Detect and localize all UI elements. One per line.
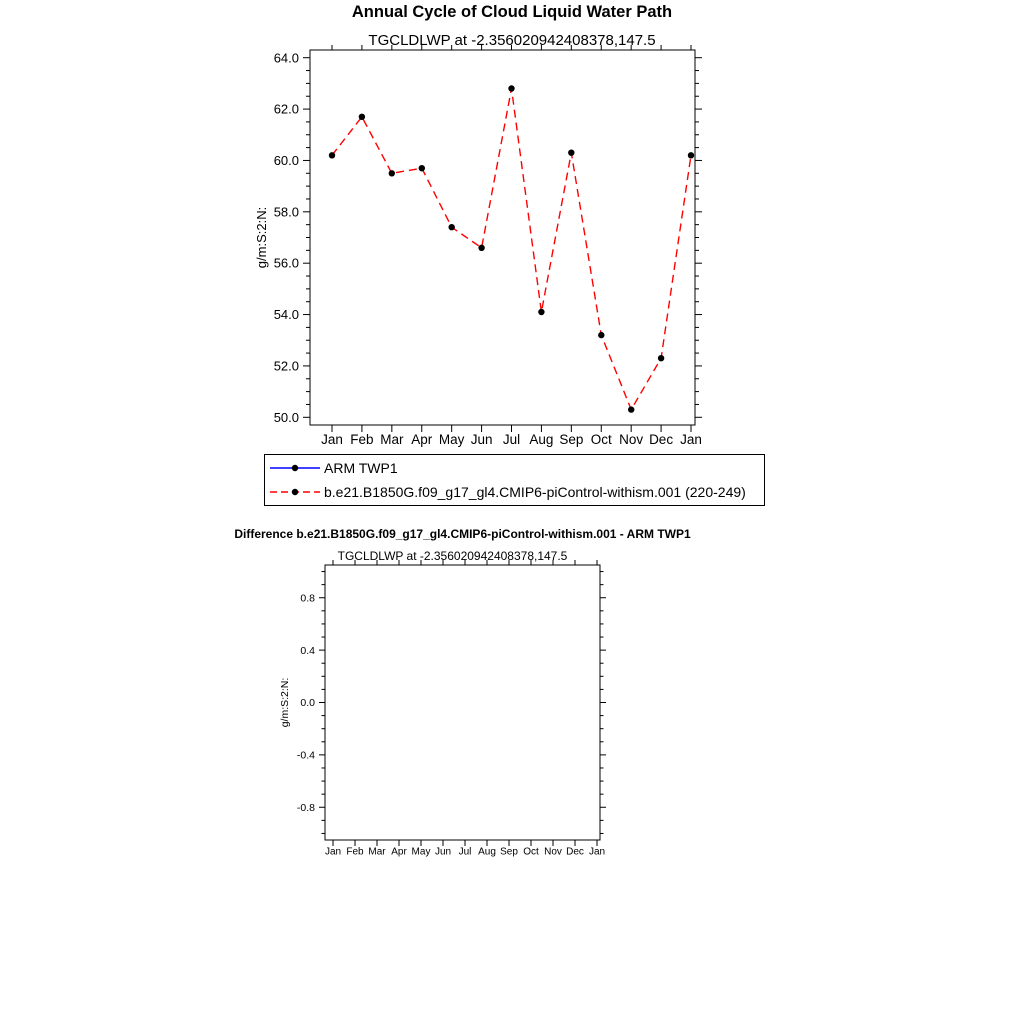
x-tick-label: Feb — [346, 846, 364, 858]
x-tick-label: Apr — [391, 846, 407, 858]
legend-box — [264, 454, 765, 506]
bottom-chart-subtitle: TGCLDLWP at -2.356020942408378,147.5 — [337, 549, 568, 563]
x-tick-label: Mar — [380, 432, 404, 447]
x-tick-label: May — [438, 432, 465, 447]
plot-box — [310, 50, 695, 425]
top-chart-title: Annual Cycle of Cloud Liquid Water Path — [351, 3, 673, 21]
x-tick-label: Jan — [324, 846, 342, 858]
legend-label-arm-twp1: ARM TWP1 — [324, 460, 398, 477]
x-tick-label: Jan — [680, 432, 702, 447]
data-point — [628, 406, 634, 412]
x-tick-label: Sep — [559, 432, 584, 447]
legend-marker-dot — [292, 489, 298, 495]
y-axis-label: g/m:S:2:N: — [279, 677, 291, 728]
y-tick-label: 60.0 — [273, 152, 299, 168]
axes — [319, 560, 606, 846]
data-point — [538, 309, 544, 315]
plot-box — [325, 565, 600, 840]
data-point — [419, 165, 425, 171]
x-tick-label: Jul — [502, 432, 521, 447]
bottom-chart-title: Difference b.e21.B1850G.f09_g17_gl4.CMIP6-piControl-withism.001 - ARM TWP1 — [234, 527, 691, 541]
x-tick-label: Aug — [529, 432, 554, 447]
y-tick-label: 62.0 — [273, 101, 299, 117]
data-point — [478, 245, 484, 251]
y-tick-label: 0.0 — [300, 697, 315, 710]
x-tick-label: Sep — [500, 846, 518, 858]
legend-entry-model-run — [268, 481, 761, 504]
data-point — [508, 85, 514, 91]
series-line — [332, 89, 691, 410]
x-tick-label: Mar — [368, 846, 386, 858]
data-point — [658, 355, 664, 361]
y-tick-label: -0.8 — [296, 801, 315, 814]
data-point — [359, 114, 365, 120]
x-tick-label: Jan — [588, 846, 606, 858]
data-point — [329, 152, 335, 158]
y-tick-label: 52.0 — [273, 358, 299, 374]
x-tick-label: Dec — [566, 846, 584, 858]
top-chart-plot — [230, 45, 790, 457]
x-tick-label: Oct — [590, 432, 612, 447]
x-tick-label: Nov — [619, 432, 644, 447]
x-tick-label: Jun — [434, 846, 452, 858]
x-tick-label: Jun — [470, 432, 493, 447]
x-tick-label: Jan — [321, 432, 343, 447]
bottom-chart-plot — [270, 560, 630, 872]
y-tick-label: 54.0 — [273, 307, 299, 323]
y-tick-label: 56.0 — [273, 255, 299, 271]
y-tick-label: -0.4 — [296, 749, 315, 762]
y-tick-label: 58.0 — [273, 204, 299, 220]
data-point — [449, 224, 455, 230]
y-tick-label: 64.0 — [273, 50, 299, 66]
legend-entry-arm-twp1 — [268, 457, 761, 480]
legend-label-model-run: b.e21.B1850G.f09_g17_gl4.CMIP6-piControl-withism.001 (220-249) — [324, 483, 746, 500]
legend-line-sample-solid — [268, 459, 322, 477]
y-axis-label: g/m:S:2:N: — [254, 206, 269, 269]
x-tick-label: Dec — [649, 432, 674, 447]
x-tick-label: Aug — [478, 846, 496, 858]
y-tick-label: 50.0 — [273, 409, 299, 425]
data-point — [568, 150, 574, 156]
x-tick-label: Feb — [350, 432, 374, 447]
y-tick-label: 0.4 — [300, 644, 315, 657]
data-point — [389, 170, 395, 176]
x-tick-label: Apr — [411, 432, 433, 447]
x-tick-label: Oct — [523, 846, 539, 858]
x-tick-label: Nov — [544, 846, 562, 858]
data-point — [688, 152, 694, 158]
legend-line-sample-dashed — [268, 483, 322, 501]
top-chart-subtitle: TGCLDLWP at -2.356020942408378,147.5 — [368, 32, 656, 49]
legend-marker-dot — [292, 465, 298, 471]
y-tick-label: 0.8 — [300, 592, 315, 605]
x-tick-label: May — [411, 846, 431, 858]
x-tick-label: Jul — [458, 846, 472, 858]
data-point — [598, 332, 604, 338]
axes — [303, 45, 702, 432]
